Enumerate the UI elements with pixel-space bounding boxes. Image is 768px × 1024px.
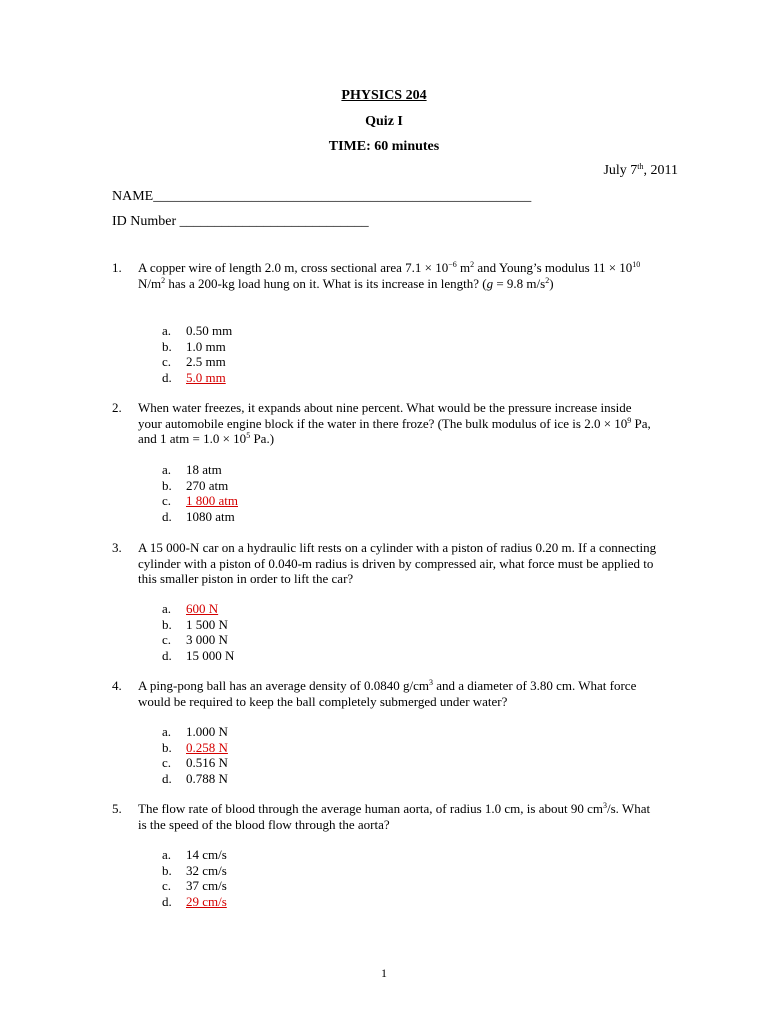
question-2 (112, 400, 658, 447)
quiz-date: July 7th, 2011 (603, 162, 678, 178)
time-limit: TIME: 60 minutes (328, 139, 440, 154)
question-number: 2. (112, 400, 122, 415)
question-number: 4. (112, 678, 122, 693)
id-number-field[interactable] (112, 214, 369, 230)
question-number: 5. (112, 801, 122, 816)
question-4 (112, 678, 658, 709)
name-line[interactable]: ______________________________________________________ (153, 189, 532, 204)
question-text: The flow rate of blood through the average human aorta, of radius 1.0 cm, is about 90 $cm^3/s$. What is the speed of the blood flow through the aorta? (138, 801, 651, 832)
question-3 (112, 540, 658, 587)
question-1 (112, 260, 658, 291)
question-number: 1. (112, 260, 122, 275)
page-number: 1 (381, 966, 387, 980)
id-line[interactable]: ___________________________ (179, 214, 369, 229)
quiz-title: Quiz I (365, 114, 403, 129)
question-5 (112, 801, 658, 832)
question-number: 3. (112, 540, 122, 555)
question-text: A 15 000-N car on a hydraulic lift rests on a cylinder with a piston of radius 0.20 m. If a connecting cylinder with a piston of 0.040-m radius is driven by compressed air, what force must be applied to this smaller piston in order to lift the car? (138, 540, 657, 586)
question-text: A ping-pong ball has an average density of 0.0840 $g/cm^3$ and a diameter of 3.80 cm. What force would be required to keep the ball completely submerged under water? (138, 678, 637, 709)
course-title: PHYSICS 204 (341, 88, 427, 103)
question-text: When water freezes, it expands about nine percent. What would be the pressure increase inside your automobile engine block if the water in there froze? (The bulk modulus of ice is $2.0 \times 10^9$ Pa, and 1 atm = $1.0 \times 10^5$ Pa.) (138, 400, 651, 446)
id-label: ID Number (112, 214, 180, 229)
question-text: A copper wire of length 2.0 m, cross sectional area $7.1 \times 10^{-6}$ $m^2$ and Young’s modulus $11 \times 10^{10}$ $N/m^2$ has a 200-kg load hung on it. What is its increase in length? (g = 9.8 $m/s^2$) (138, 260, 641, 291)
name-field[interactable] (112, 189, 531, 205)
name-label: NAME (112, 189, 154, 204)
